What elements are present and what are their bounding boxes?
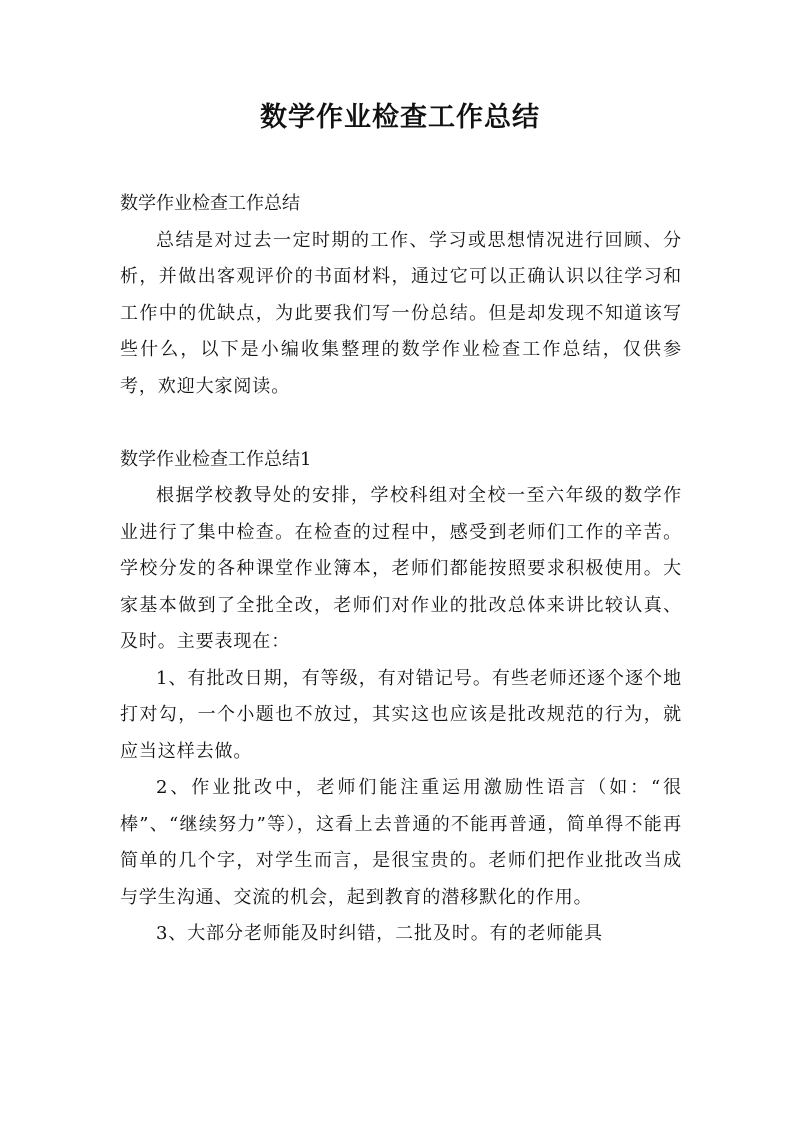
section1-paragraph-4: 3、大部分老师能及时纠错，二批及时。有的老师能具 xyxy=(156,923,604,944)
section1-paragraph-3: 2、作业批改中，老师们能注重运用激励性语言（如：“很棒”、“继续努力”等），这看上去普通的不能再普通，简单得不能再简单的几个字，对学生而言，是很宝贵的。老师们把作业批改当成与学生沟通、交流的机会，起到教育的潜移默化的作用。 xyxy=(120,777,682,908)
document-body xyxy=(120,186,682,953)
section1-paragraph-2: 1、有批改日期，有等级，有对错记号。有些老师还逐个逐个地打对勾，一个小题也不放过，其实这也应该是批改规范的行为，就应当这样去做。 xyxy=(120,667,682,762)
intro-heading: 数学作业检查工作总结 xyxy=(120,193,300,214)
section-spacer xyxy=(120,405,682,442)
intro-paragraph: 总结是对过去一定时期的工作、学习或思想情况进行回顾、分析，并做出客观评价的书面材料，通过它可以正确认识以往学习和工作中的优缺点，为此要我们写一份总结。但是却发现不知道该写些什么，以下是小编收集整理的数学作业检查工作总结，仅供参考，欢迎大家阅读。 xyxy=(120,229,682,397)
section1-paragraph-1: 根据学校教导处的安排，学校科组对全校一至六年级的数学作业进行了集中检查。在检查的过程中，感受到老师们工作的辛苦。学校分发的各种课堂作业簿本，老师们都能按照要求积极使用。大家基本做到了全批全改，老师们对作业的批改总体来讲比较认真、及时。主要表现在： xyxy=(120,485,682,652)
document-title: 数学作业检查工作总结 xyxy=(260,102,540,133)
section1-heading: 数学作业检查工作总结1 xyxy=(120,448,312,470)
